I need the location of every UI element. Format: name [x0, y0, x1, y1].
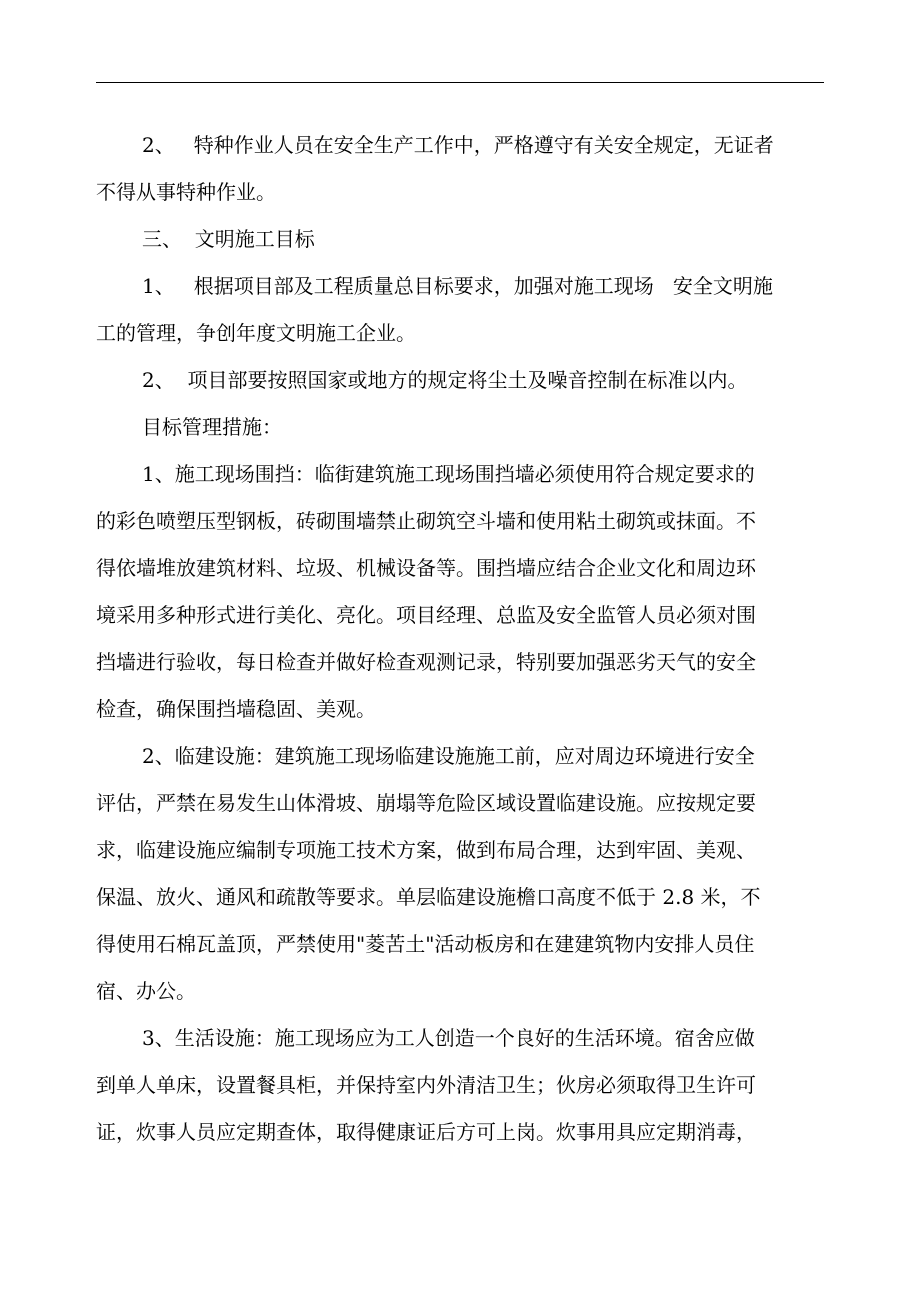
text-line: 工的管理，争创年度文明施工企业。	[96, 321, 416, 345]
text-line: 保温、放火、通风和疏散等要求。单层临建设施檐口高度不低于 2.8 米，不	[96, 885, 761, 909]
text-line: 三、 文明施工目标	[142, 227, 315, 251]
text-line: 的彩色喷塑压型钢板，砖砌围墙禁止砌筑空斗墙和使用粘土砌筑或抹面。不	[96, 509, 756, 533]
text-line: 境采用多种形式进行美化、亮化。项目经理、总监及安全监管人员必须对围	[96, 603, 756, 627]
paragraph-site-enclosure	[96, 451, 824, 733]
header-rule	[96, 82, 824, 83]
text-line: 1、 根据项目部及工程质量总目标要求，加强对施工现场 安全文明施	[142, 274, 773, 298]
section-heading-civilized-construction	[96, 216, 824, 263]
subheading-measures	[96, 404, 824, 451]
text-line: 目标管理措施：	[142, 415, 282, 439]
paragraph-goal-1	[96, 263, 824, 357]
text-line: 到单人单床，设置餐具柜，并保持室内外清洁卫生；伙房必须取得卫生许可	[96, 1073, 756, 1097]
text-line: 2、临建设施：建筑施工现场临建设施施工前，应对周边环境进行安全	[142, 744, 755, 768]
text-line: 证，炊事人员应定期查体，取得健康证后方可上岗。炊事用具应定期消毒，	[96, 1120, 756, 1144]
text-line: 3、生活设施：施工现场应为工人创造一个良好的生活环境。宿舍应做	[142, 1026, 755, 1050]
text-line: 得使用石棉瓦盖顶，严禁使用"菱苦土"活动板房和在建建筑物内安排人员住	[96, 932, 755, 956]
paragraph-special-operations	[96, 122, 824, 216]
text-line: 得依墙堆放建筑材料、垃圾、机械设备等。围挡墙应结合企业文化和周边环	[96, 556, 756, 580]
text-line: 挡墙进行验收，每日检查并做好检查观测记录，特别要加强恶劣天气的安全	[96, 650, 756, 674]
text-line: 2、 特种作业人员在安全生产工作中，严格遵守有关安全规定，无证者	[142, 133, 774, 157]
text-line: 宿、办公。	[96, 979, 196, 1003]
text-line: 检查，确保围挡墙稳固、美观。	[96, 697, 376, 721]
document-body	[96, 122, 824, 1156]
paragraph-temporary-facilities	[96, 733, 824, 1015]
text-line: 评估，严禁在易发生山体滑坡、崩塌等危险区域设置临建设施。应按规定要	[96, 791, 756, 815]
text-line: 1、施工现场围挡：临街建筑施工现场围挡墙必须使用符合规定要求的	[142, 462, 755, 486]
text-line: 求，临建设施应编制专项施工技术方案，做到布局合理，达到牢固、美观、	[96, 838, 756, 862]
paragraph-living-facilities	[96, 1015, 824, 1156]
paragraph-goal-2	[96, 357, 824, 404]
text-line: 2、 项目部要按照国家或地方的规定将尘土及噪音控制在标准以内。	[142, 368, 748, 392]
text-line: 不得从事特种作业。	[96, 180, 276, 204]
